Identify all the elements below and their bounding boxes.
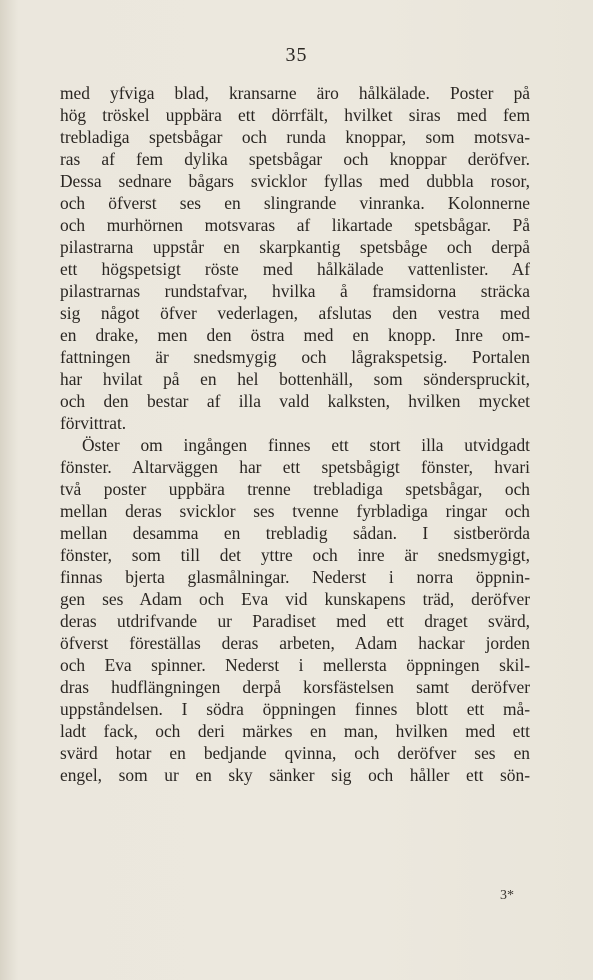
text-line: Dessa sednare bågars svicklor fyllas med dubbla rosor, [60, 171, 530, 191]
page-number: 35 [285, 44, 308, 66]
paragraph-end-line: förvittrat. [60, 413, 127, 433]
text-line: och murhörnen motsvaras af likartade spetsbågar. På [60, 215, 530, 235]
text-line: har hvilat på en hel bottenhäll, som sönderspruckit, [60, 369, 530, 389]
text-line: finnas bjerta glasmålningar. Nederst i norra öppnin- [60, 567, 530, 587]
paragraph-start-line: Öster om ingången finnes ett stort illa utvidgadt [82, 435, 530, 455]
text-line: svärd hotar en bedjande qvinna, och deröfver ses en [60, 743, 530, 763]
text-line: hög tröskel uppbära ett dörrfält, hvilket siras med fem [60, 105, 530, 125]
text-line: öfverst föreställas deras arbeten, Adam hackar jorden [60, 633, 530, 653]
text-line: ras af fem dylika spetsbågar och knoppar deröfver. [60, 149, 530, 169]
text-line: en drake, men den östra med en knopp. Inre om- [60, 325, 530, 345]
text-line: ladt fack, och deri märkes en man, hvilken med ett [60, 721, 530, 741]
text-line: ett högspetsigt röste med hålkälade vattenlister. Af [60, 259, 530, 279]
text-line: engel, som ur en sky sänker sig och håller ett sön- [60, 765, 530, 785]
text-line: mellan deras svicklor ses tvenne fyrbladiga ringar och [60, 501, 530, 521]
text-line: uppståndelsen. I södra öppningen finnes blott ett må- [60, 699, 530, 719]
text-line: sig något öfver vederlagen, afslutas den vestra med [60, 303, 530, 323]
body-text [60, 82, 530, 786]
text-line: fönster. Altarväggen har ett spetsbågigt fönster, hvari [60, 457, 530, 477]
text-line: gen ses Adam och Eva vid kunskapens träd, deröfver [60, 589, 530, 609]
text-line: pilastrarna uppstår en skarpkantig spetsbåge och derpå [60, 237, 530, 257]
signature-mark: 3* [500, 888, 514, 903]
text-line: fattningen är snedsmygig och lågrakspetsig. Portalen [60, 347, 530, 367]
text-line: pilastrarnas rundstafvar, hvilka å framsidorna sträcka [60, 281, 530, 301]
text-line: fönster, som till det yttre och inre är snedsmygigt, [60, 545, 530, 565]
text-line: trebladiga spetsbågar och runda knoppar, som motsva- [60, 127, 530, 147]
text-line: dras hudflängningen derpå korsfästelsen samt deröfver [60, 677, 530, 697]
text-line: och den bestar af illa vald kalksten, hvilken mycket [60, 391, 530, 411]
text-line: mellan desamma en trebladig sådan. I sistberörda [60, 523, 530, 543]
text-line: och Eva spinner. Nederst i mellersta öppningen skil- [60, 655, 530, 675]
text-line: två poster uppbära trenne trebladiga spetsbågar, och [60, 479, 530, 499]
text-line: och öfverst ses en slingrande vinranka. Kolonnerne [60, 193, 530, 213]
text-line: med yfviga blad, kransarne äro hålkälade. Poster på [60, 83, 530, 103]
text-line: deras utdrifvande ur Paradiset med ett draget svärd, [60, 611, 530, 631]
